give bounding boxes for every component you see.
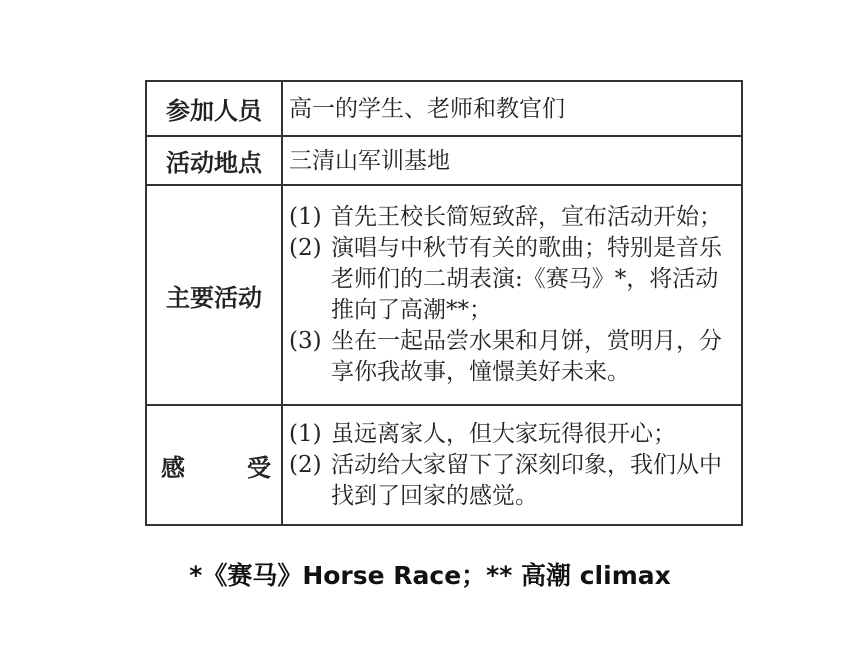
item-text: 活动给大家留下了深刻印象，我们从中找到了回家的感觉。 [331, 451, 722, 509]
feelings-label-right: 受 [247, 453, 271, 482]
location-label: 活动地点 [146, 136, 282, 185]
item-number: (3) [289, 328, 322, 354]
feelings-list [282, 405, 742, 525]
list-item [289, 233, 735, 326]
main-activities-label: 主要活动 [146, 185, 282, 405]
list-item [289, 450, 735, 512]
participants-label: 参加人员 [146, 81, 282, 136]
footnote: *《赛马》Horse Race；** 高潮 climax [189, 561, 671, 590]
table-row [146, 405, 742, 525]
list-item [289, 202, 735, 233]
participants-value: 高一的学生、老师和教官们 [282, 81, 742, 136]
item-number: (2) [289, 451, 322, 478]
activity-table [145, 80, 743, 526]
table-row [146, 136, 742, 185]
main-activities-list [282, 185, 742, 405]
item-text: 首先王校长简短致辞，宣布活动开始； [331, 204, 722, 230]
table-row [146, 185, 742, 405]
item-number: (1) [289, 420, 322, 447]
item-number: (1) [289, 204, 322, 230]
location-value: 三清山军训基地 [282, 136, 742, 185]
table-row [146, 81, 742, 136]
list-item [289, 419, 735, 450]
item-text: 虽远离家人，但大家玩得很开心； [331, 420, 676, 447]
feelings-label-left: 感 [161, 453, 185, 482]
feelings-label [146, 405, 282, 525]
item-text: 演唱与中秋节有关的歌曲；特别是音乐老师们的二胡表演:《赛马》*，将活动推向了高潮**； [331, 235, 722, 323]
list-item [289, 326, 735, 388]
item-number: (2) [289, 235, 322, 261]
item-text: 坐在一起品尝水果和月饼，赏明月，分享你我故事，憧憬美好未来。 [331, 328, 722, 385]
